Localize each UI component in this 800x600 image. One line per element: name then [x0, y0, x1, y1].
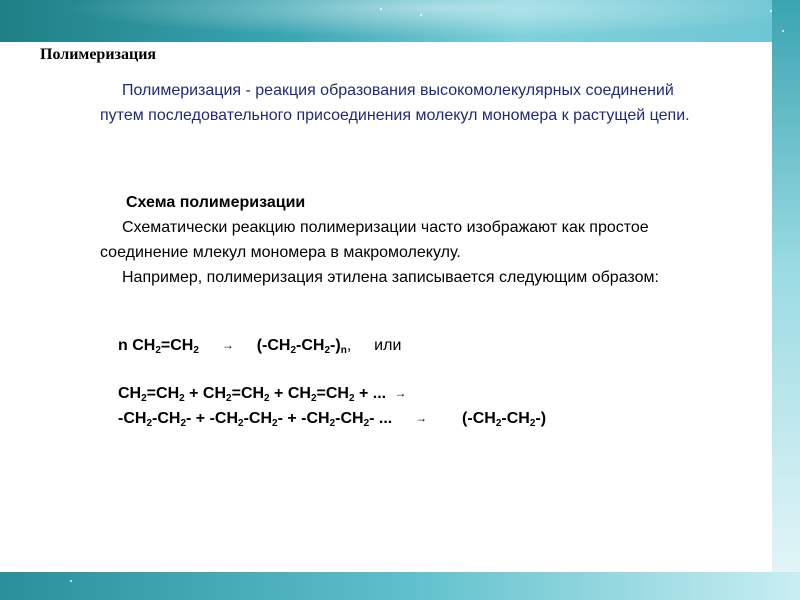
or-label: или: [374, 337, 402, 354]
bottom-decorative-band: [0, 572, 800, 600]
scheme-heading: Схема полимеризации: [126, 194, 306, 211]
definition-text: [100, 78, 700, 128]
sparkle: [420, 14, 422, 16]
reaction-arrow: →: [394, 386, 407, 400]
scheme-paragraph-1: Схематически реакцию полимеризации часто изображают как простое соединение млекул мономера в макромолекулу.: [100, 219, 649, 261]
reaction-arrow: →: [415, 411, 428, 425]
scheme-paragraph-2: Например, полимеризация этилена записывается следующим образом:: [122, 269, 659, 286]
sparkle: [782, 30, 784, 32]
equation-line-3: $-CH_2-CH_2- + -CH_2-CH_2- + -CH_2-CH_2-$ ... → $(-CH_2-CH_2-)$: [118, 410, 547, 429]
scheme-section: [100, 190, 715, 290]
top-band-glow: [0, 0, 800, 42]
equation-line-2: $CH_2=CH_2 + CH_2=CH_2 + CH_2=CH_2$ + ... →: [118, 385, 407, 404]
slide-title: Полимеризация: [40, 46, 157, 63]
reaction-arrow: →: [221, 338, 234, 352]
sparkle: [380, 8, 382, 10]
equation-line-1: n $CH_2=CH_2 \to (-CH_2-CH_2-)_n$, или: [118, 337, 402, 356]
sparkle: [70, 580, 72, 582]
definition-paragraph: Полимеризация - реакция образования высокомолекулярных соединений путем последовательного присоединения молекул мономера к растущей цепи.: [100, 82, 690, 124]
sparkle: [770, 10, 772, 12]
right-decorative-band: [772, 0, 800, 600]
